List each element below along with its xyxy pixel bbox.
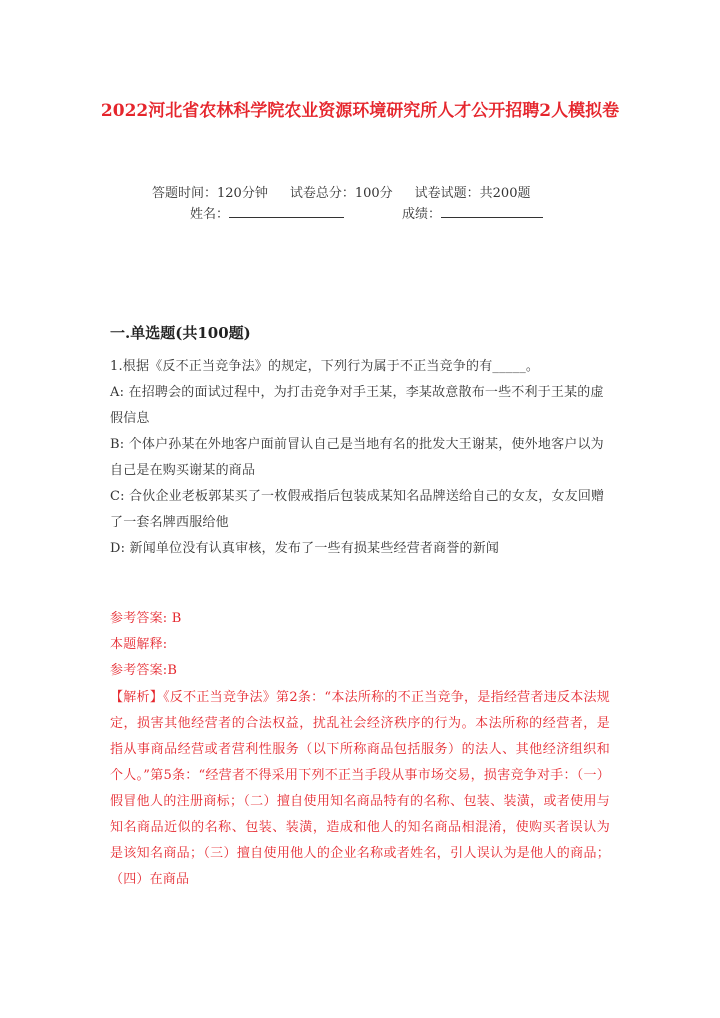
- score-blank: [441, 205, 543, 218]
- exam-question-count: 试卷试题：共200题: [414, 186, 531, 201]
- question-stem: 1.根据《反不正当竞争法》的规定，下列行为属于不正当竞争的有_____。: [110, 359, 540, 374]
- explanation-label: 本题解释:: [110, 637, 168, 652]
- option-d: D: 新闻单位没有认真审核，发布了一些有损某些经营者商誉的新闻: [110, 541, 500, 556]
- exam-total-score: 试卷总分：100分: [289, 186, 393, 201]
- explanation-text: 《反不正当竞争法》第2条：“本法所称的不正当竞争，是指经营者违反本法规定，损害其他经营者的合法权益，扰乱社会经济秩序的行为。本法所称的经营者，是指从事商品经营或者营利性服务（以下所称商品包括服务）的法人、其他经济组织和个人。”第5条：“经营者不得采用下列不正当手段从事市场交易，损害竞争对手：（一）假冒他人的注册商标；（二）擅自使用知名商品特有的名称、包装、装潢，或者使用与知名商品近似的名称、包装、装潢，造成和他人的知名商品相混淆，使购买者误认为是该知名商品；（三）擅自使用他人的企业名称或者姓名，引人误认为是他人的商品；（四）在商品: [110, 690, 610, 887]
- option-a: A: 在招聘会的面试过程中，为打击竞争对手王某，李某故意散布一些不利于王某的虚假信息: [110, 385, 604, 426]
- question-block: [110, 354, 610, 562]
- section-title: 一.单选题(共100题): [110, 324, 251, 342]
- exam-time: 答题时间：120分钟: [152, 186, 268, 201]
- option-b: B: 个体户孙某在外地客户面前冒认自己是当地有名的批发大王谢某，使外地客户以为自己是在购买谢某的商品: [110, 437, 604, 478]
- answer-block: [110, 606, 610, 684]
- reference-answer: 参考答案: B: [110, 611, 182, 626]
- name-label: 姓名：: [190, 207, 230, 222]
- document-title: 2022河北省农林科学院农业资源环境研究所人才公开招聘2人模拟卷: [100, 101, 620, 121]
- name-blank: [229, 205, 344, 218]
- score-label: 成绩：: [402, 207, 442, 222]
- explanation-block: [110, 685, 610, 893]
- option-c: C: 合伙企业老板郭某买了一枚假戒指后包装成某知名品牌送给自己的女友，女友回赠了一套名牌西服给他: [110, 489, 605, 530]
- exam-info-row: [152, 182, 530, 201]
- candidate-info-row: [190, 203, 543, 222]
- explanation-tag: 【解析】: [110, 690, 164, 705]
- reference-answer-repeat: 参考答案:B: [110, 663, 178, 678]
